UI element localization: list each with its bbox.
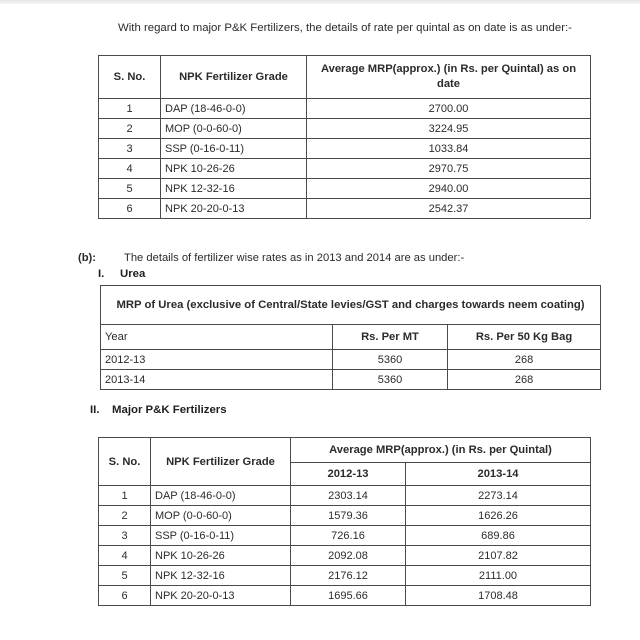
- column-header-year-2012-13: 2012-13: [291, 463, 406, 486]
- column-header-sno: S. No.: [99, 438, 151, 486]
- table-row: [99, 139, 591, 159]
- cell-value-2012-13: 2176.12: [291, 566, 406, 586]
- column-header-sno: S. No.: [99, 56, 161, 99]
- cell-value-2012-13: 2092.08: [291, 546, 406, 566]
- cell-sno: 1: [99, 486, 151, 506]
- cell-sno: 2: [99, 506, 151, 526]
- cell-value-2013-14: 689.86: [406, 526, 591, 546]
- cell-value-2012-13: 1579.36: [291, 506, 406, 526]
- cell-mrp: 2542.37: [307, 199, 591, 219]
- cell-sno: 5: [99, 179, 161, 199]
- cell-value-2013-14: 2107.82: [406, 546, 591, 566]
- table-row: [99, 199, 591, 219]
- column-header-per-bag: Rs. Per 50 Kg Bag: [448, 325, 601, 350]
- cell-mrp: 2700.00: [307, 99, 591, 119]
- cell-mrp: 3224.95: [307, 119, 591, 139]
- cell-mrp: 1033.84: [307, 139, 591, 159]
- column-header-mrp: Average MRP(approx.) (in Rs. per Quintal) as on date: [307, 56, 591, 99]
- column-header-per-mt: Rs. Per MT: [333, 325, 448, 350]
- cell-grade: MOP (0-0-60-0): [161, 119, 307, 139]
- column-header-year-2013-14: 2013-14: [406, 463, 591, 486]
- cell-value-2012-13: 2303.14: [291, 486, 406, 506]
- cell-grade: NPK 20-20-0-13: [151, 586, 291, 606]
- cell-grade: NPK 20-20-0-13: [161, 199, 307, 219]
- cell-sno: 6: [99, 586, 151, 606]
- cell-value-2013-14: 1708.48: [406, 586, 591, 606]
- cell-value-2013-14: 2273.14: [406, 486, 591, 506]
- cell-per-bag: 268: [448, 350, 601, 370]
- table-row: [101, 350, 601, 370]
- section-b-paragraph: [78, 250, 598, 266]
- column-header-grade: NPK Fertilizer Grade: [161, 56, 307, 99]
- table-header-row: [99, 56, 591, 99]
- table-row: [99, 99, 591, 119]
- table-row: [99, 506, 591, 526]
- cell-grade: NPK 12-32-16: [161, 179, 307, 199]
- cell-grade: DAP (18-46-0-0): [151, 486, 291, 506]
- cell-grade: DAP (18-46-0-0): [161, 99, 307, 119]
- table-title-row: [101, 286, 601, 325]
- table-row: [99, 586, 591, 606]
- table-row: [99, 566, 591, 586]
- section-b-text: The details of fertilizer wise rates as in 2013 and 2014 are as under:-: [124, 252, 465, 265]
- cell-value-2012-13: 726.16: [291, 526, 406, 546]
- intro-paragraph-text: With regard to major P&K Fertilizers, the details of rate per quintal as on date is as under:-: [118, 22, 572, 35]
- table-row: [99, 179, 591, 199]
- cell-value-2013-14: 1626.26: [406, 506, 591, 526]
- cell-per-mt: 5360: [333, 370, 448, 390]
- table-title-urea: MRP of Urea (exclusive of Central/State levies/GST and charges towards neem coating): [101, 286, 601, 325]
- cell-value-2012-13: 1695.66: [291, 586, 406, 606]
- heading-section-urea: [98, 268, 145, 280]
- cell-grade: MOP (0-0-60-0): [151, 506, 291, 526]
- cell-grade: NPK 10-26-26: [161, 159, 307, 179]
- table-fertilizer-rate-current: [98, 55, 591, 219]
- table-row: [99, 119, 591, 139]
- table-row: [101, 370, 601, 390]
- cell-mrp: 2940.00: [307, 179, 591, 199]
- cell-per-mt: 5360: [333, 350, 448, 370]
- cell-grade: SSP (0-16-0-11): [161, 139, 307, 159]
- heading-title: Urea: [120, 268, 146, 280]
- table-header-row-top: [99, 438, 591, 463]
- cell-sno: 5: [99, 566, 151, 586]
- heading-section-pk: [90, 404, 227, 416]
- cell-sno: 2: [99, 119, 161, 139]
- cell-mrp: 2970.75: [307, 159, 591, 179]
- column-header-grade: NPK Fertilizer Grade: [151, 438, 291, 486]
- table-row: [99, 546, 591, 566]
- cell-grade: NPK 12-32-16: [151, 566, 291, 586]
- cell-year: 2012-13: [101, 350, 333, 370]
- cell-sno: 4: [99, 159, 161, 179]
- section-b-label: (b):: [78, 252, 97, 265]
- heading-numeral: II.: [90, 404, 100, 416]
- cell-sno: 3: [99, 526, 151, 546]
- cell-value-2013-14: 2111.00: [406, 566, 591, 586]
- table-row: [99, 159, 591, 179]
- cell-sno: 3: [99, 139, 161, 159]
- cell-grade: NPK 10-26-26: [151, 546, 291, 566]
- intro-paragraph: [80, 20, 596, 37]
- cell-year: 2013-14: [101, 370, 333, 390]
- column-header-year: Year: [101, 325, 333, 350]
- cell-per-bag: 268: [448, 370, 601, 390]
- table-header-row: [101, 325, 601, 350]
- table-pk-fertilizer-mrp: [98, 437, 591, 606]
- table-urea-mrp: [100, 285, 601, 390]
- table-row: [99, 486, 591, 506]
- heading-numeral: I.: [98, 268, 105, 280]
- column-header-mrp-group: Average MRP(approx.) (in Rs. per Quintal): [291, 438, 591, 463]
- cell-sno: 1: [99, 99, 161, 119]
- table-row: [99, 526, 591, 546]
- cell-sno: 6: [99, 199, 161, 219]
- heading-title: Major P&K Fertilizers: [112, 404, 227, 416]
- cell-grade: SSP (0-16-0-11): [151, 526, 291, 546]
- cell-sno: 4: [99, 546, 151, 566]
